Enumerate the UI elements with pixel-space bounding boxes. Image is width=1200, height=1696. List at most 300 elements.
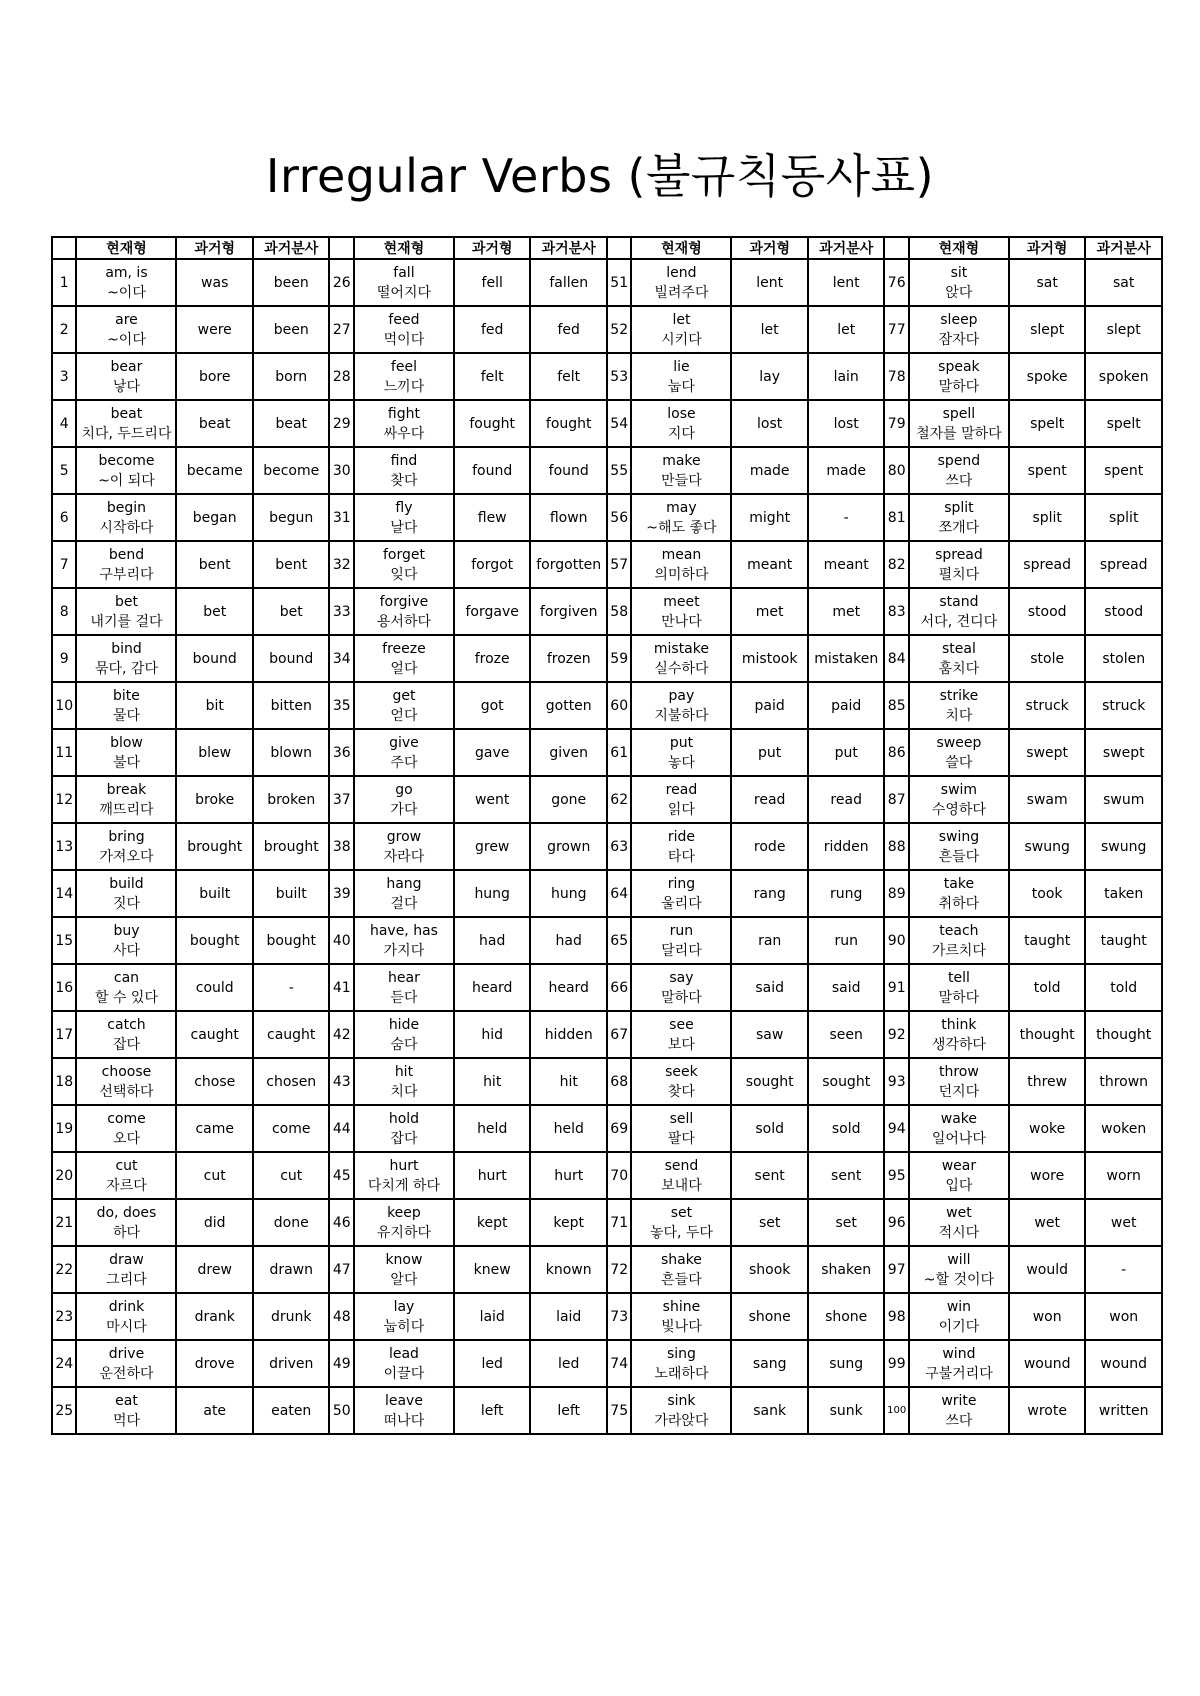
- verb-meaning: 흔들다: [938, 848, 980, 865]
- verb-number: 23: [52, 1293, 76, 1340]
- table-row: [52, 353, 1162, 400]
- verb-past-participle: -: [808, 494, 885, 541]
- verb-present-cell: [909, 1152, 1009, 1199]
- verb-present: hold: [388, 1110, 420, 1127]
- table-row: [52, 917, 1162, 964]
- verb-meaning: 팔다: [667, 1130, 695, 1147]
- verb-past: cut: [176, 1152, 253, 1199]
- verb-number: 56: [607, 494, 631, 541]
- verb-meaning: 날다: [390, 519, 418, 536]
- verb-number: 30: [329, 447, 353, 494]
- verb-past: wrote: [1009, 1387, 1086, 1434]
- verb-present-cell: [354, 259, 454, 306]
- verb-meaning: 만나다: [661, 613, 702, 630]
- verb-past: put: [731, 729, 808, 776]
- verb-meaning: 흔들다: [661, 1271, 702, 1288]
- verb-past: bore: [176, 353, 253, 400]
- verb-present-cell: [909, 823, 1009, 870]
- table-row: [52, 776, 1162, 823]
- verb-number: 74: [607, 1340, 631, 1387]
- verb-meaning: ~이 되다: [98, 472, 155, 489]
- verb-present-cell: [354, 776, 454, 823]
- verb-present: fight: [387, 405, 420, 422]
- verb-present-cell: [76, 729, 176, 776]
- table-row: [52, 823, 1162, 870]
- verb-present-cell: [631, 400, 731, 447]
- verb-meaning: ~할 것이다: [923, 1271, 995, 1288]
- verb-past: bought: [176, 917, 253, 964]
- verb-present: split: [944, 499, 974, 516]
- verb-present-cell: [909, 1058, 1009, 1105]
- verb-number: 28: [329, 353, 353, 400]
- verb-number: 16: [52, 964, 76, 1011]
- verb-present: mistake: [653, 640, 709, 657]
- verb-number: 94: [884, 1105, 908, 1152]
- verb-present-cell: [76, 1246, 176, 1293]
- verb-past: chose: [176, 1058, 253, 1105]
- verb-number: 72: [607, 1246, 631, 1293]
- verb-present-cell: [76, 1058, 176, 1105]
- verb-meaning: 울리다: [661, 895, 702, 912]
- verb-present-cell: [354, 1011, 454, 1058]
- verb-present-cell: [76, 917, 176, 964]
- verb-present: hide: [388, 1016, 420, 1033]
- verb-present: choose: [101, 1063, 152, 1080]
- verb-past: saw: [731, 1011, 808, 1058]
- verb-past-participle: bet: [253, 588, 330, 635]
- verb-past: heard: [454, 964, 531, 1011]
- verb-meaning: 지다: [667, 425, 695, 442]
- verb-present: steal: [941, 640, 976, 657]
- verb-number: 46: [329, 1199, 353, 1246]
- verb-present-cell: [631, 1058, 731, 1105]
- verb-past-participle: spent: [1085, 447, 1162, 494]
- header-past-participle: 과거분사: [253, 237, 330, 259]
- verb-present-cell: [76, 588, 176, 635]
- verb-present: lose: [667, 405, 696, 422]
- verb-present-cell: [909, 917, 1009, 964]
- verb-meaning: 이기다: [938, 1318, 980, 1335]
- verb-past-participle: set: [808, 1199, 885, 1246]
- verb-present-cell: [909, 964, 1009, 1011]
- verb-past-participle: cut: [253, 1152, 330, 1199]
- verb-past-participle: won: [1085, 1293, 1162, 1340]
- verb-past: gave: [454, 729, 531, 776]
- verb-past-participle: beat: [253, 400, 330, 447]
- verb-past: got: [454, 682, 531, 729]
- verb-meaning: 말하다: [938, 378, 980, 395]
- verb-past-participle: hung: [530, 870, 607, 917]
- verb-number: 40: [329, 917, 353, 964]
- verb-present-cell: [354, 729, 454, 776]
- verb-number: 8: [52, 588, 76, 635]
- verb-past: led: [454, 1340, 531, 1387]
- verb-number: 47: [329, 1246, 353, 1293]
- verb-past: took: [1009, 870, 1086, 917]
- verb-present: bend: [108, 546, 145, 563]
- verb-past: were: [176, 306, 253, 353]
- verb-past: set: [731, 1199, 808, 1246]
- table-row: [52, 1152, 1162, 1199]
- verb-present: pay: [668, 687, 695, 704]
- verb-meaning: 수영하다: [931, 801, 986, 818]
- verb-past-participle: spoken: [1085, 353, 1162, 400]
- verb-number: 65: [607, 917, 631, 964]
- verb-meaning: 눕히다: [383, 1318, 425, 1335]
- verb-past-participle: mistaken: [808, 635, 885, 682]
- verb-present: stand: [939, 593, 979, 610]
- header-past-participle: 과거분사: [808, 237, 885, 259]
- verb-present-cell: [354, 635, 454, 682]
- header-present: 현재형: [76, 237, 176, 259]
- verb-present: fall: [393, 264, 415, 281]
- verb-present: may: [666, 499, 697, 516]
- table-row: [52, 541, 1162, 588]
- verb-present-cell: [909, 447, 1009, 494]
- verb-present: ring: [667, 875, 696, 892]
- verb-present: shine: [662, 1298, 701, 1315]
- verb-past-participle: swum: [1085, 776, 1162, 823]
- verb-past-participle: sat: [1085, 259, 1162, 306]
- verb-meaning: 얼다: [390, 660, 418, 677]
- verb-past-participle: -: [253, 964, 330, 1011]
- verb-present-cell: [76, 635, 176, 682]
- verb-past: did: [176, 1199, 253, 1246]
- verb-past-participle: put: [808, 729, 885, 776]
- verb-past: drew: [176, 1246, 253, 1293]
- verb-past-participle: paid: [808, 682, 885, 729]
- verb-past: sang: [731, 1340, 808, 1387]
- verb-past: sought: [731, 1058, 808, 1105]
- verb-meaning: 듣다: [390, 989, 418, 1006]
- verb-present: send: [664, 1157, 699, 1174]
- verb-present-cell: [631, 447, 731, 494]
- verb-number: 78: [884, 353, 908, 400]
- verb-past: froze: [454, 635, 531, 682]
- verb-past: wound: [1009, 1340, 1086, 1387]
- verb-meaning: 시작하다: [99, 519, 154, 536]
- verb-present-cell: [909, 635, 1009, 682]
- verb-number: 1: [52, 259, 76, 306]
- verb-number: 11: [52, 729, 76, 776]
- verb-past-participle: read: [808, 776, 885, 823]
- verb-meaning: 쓰다: [945, 1412, 973, 1429]
- verb-meaning: 만들다: [661, 472, 702, 489]
- verb-past: swung: [1009, 823, 1086, 870]
- verb-present: swim: [940, 781, 978, 798]
- verb-meaning: ~이다: [107, 284, 146, 301]
- verb-present-cell: [76, 823, 176, 870]
- verb-past: sent: [731, 1152, 808, 1199]
- table-row: [52, 259, 1162, 306]
- verb-meaning: 숨다: [390, 1036, 418, 1053]
- verb-number: 42: [329, 1011, 353, 1058]
- verb-number: 19: [52, 1105, 76, 1152]
- verb-present-cell: [909, 776, 1009, 823]
- verb-past: felt: [454, 353, 531, 400]
- verb-meaning: 가라앉다: [654, 1412, 709, 1429]
- verb-present-cell: [631, 494, 731, 541]
- verb-present: sit: [950, 264, 968, 281]
- verb-past-participle: forgiven: [530, 588, 607, 635]
- verb-past-participle: sunk: [808, 1387, 885, 1434]
- verb-present: forget: [382, 546, 425, 563]
- table-row: [52, 1011, 1162, 1058]
- verb-present-cell: [631, 353, 731, 400]
- verb-present-cell: [76, 400, 176, 447]
- verb-past-participle: born: [253, 353, 330, 400]
- verb-past: might: [731, 494, 808, 541]
- verb-number: 38: [329, 823, 353, 870]
- verb-meaning: 시키다: [661, 331, 702, 348]
- verb-present: drive: [108, 1345, 145, 1362]
- verb-present-cell: [631, 635, 731, 682]
- verb-number: 75: [607, 1387, 631, 1434]
- verb-meaning: 구부리다: [99, 566, 154, 583]
- verb-past-participle: bent: [253, 541, 330, 588]
- verb-number: 89: [884, 870, 908, 917]
- verb-present: get: [392, 687, 416, 704]
- verb-present-cell: [631, 917, 731, 964]
- verb-present: drink: [108, 1298, 145, 1315]
- verb-past-participle: fallen: [530, 259, 607, 306]
- verb-present-cell: [909, 1011, 1009, 1058]
- verb-number: 95: [884, 1152, 908, 1199]
- verb-meaning: 빛나다: [661, 1318, 702, 1335]
- verb-past-participle: sought: [808, 1058, 885, 1105]
- verb-present-cell: [354, 541, 454, 588]
- verb-present: throw: [939, 1063, 979, 1080]
- table-row: [52, 1058, 1162, 1105]
- verb-present: speak: [938, 358, 980, 375]
- verb-number: 57: [607, 541, 631, 588]
- verb-meaning: 먹다: [112, 1412, 140, 1429]
- verb-past-participle: known: [530, 1246, 607, 1293]
- verb-number: 82: [884, 541, 908, 588]
- verb-number: 50: [329, 1387, 353, 1434]
- verb-meaning: 잡다: [390, 1130, 418, 1147]
- verb-past-participle: lost: [808, 400, 885, 447]
- verb-past: rang: [731, 870, 808, 917]
- verb-meaning: 의미하다: [654, 566, 709, 583]
- verb-meaning: 잠자다: [938, 331, 980, 348]
- page-title: Irregular Verbs (불규칙동사표): [265, 149, 935, 203]
- verb-meaning: 쓰다: [945, 472, 973, 489]
- verb-meaning: 찾다: [667, 1083, 695, 1100]
- verb-present: wake: [940, 1110, 978, 1127]
- header-number-blank: [329, 237, 353, 259]
- verb-present: forgive: [379, 593, 429, 610]
- verb-meaning: 얻다: [390, 707, 418, 724]
- verb-present: sing: [666, 1345, 696, 1362]
- verb-past-participle: sung: [808, 1340, 885, 1387]
- verb-meaning: 짓다: [112, 895, 140, 912]
- verb-past: wet: [1009, 1199, 1086, 1246]
- verb-past-participle: blown: [253, 729, 330, 776]
- verb-number: 84: [884, 635, 908, 682]
- verb-present: bring: [108, 828, 145, 845]
- verb-present: wear: [941, 1157, 977, 1174]
- verb-present-cell: [631, 1152, 731, 1199]
- verb-number: 61: [607, 729, 631, 776]
- verb-present-cell: [354, 1199, 454, 1246]
- header-row: [52, 237, 1162, 259]
- verb-meaning: 치다: [945, 707, 973, 724]
- verb-past-participle: frozen: [530, 635, 607, 682]
- verb-meaning: 적시다: [938, 1224, 980, 1241]
- verb-present-cell: [354, 494, 454, 541]
- verb-past-participle: chosen: [253, 1058, 330, 1105]
- verb-meaning: 보내다: [661, 1177, 702, 1194]
- verb-meaning: 보다: [667, 1036, 695, 1053]
- verb-number: 64: [607, 870, 631, 917]
- verb-meaning: 생각하다: [931, 1036, 986, 1053]
- verb-number: 22: [52, 1246, 76, 1293]
- verb-number: 97: [884, 1246, 908, 1293]
- verb-past: shone: [731, 1293, 808, 1340]
- verb-number: 49: [329, 1340, 353, 1387]
- verb-meaning: 알다: [390, 1271, 418, 1288]
- verb-past-participle: run: [808, 917, 885, 964]
- verb-present: sell: [669, 1110, 694, 1127]
- verb-present: seek: [665, 1063, 698, 1080]
- verb-meaning: 던지다: [938, 1083, 980, 1100]
- verb-number: 73: [607, 1293, 631, 1340]
- verb-number: 9: [52, 635, 76, 682]
- verb-past: won: [1009, 1293, 1086, 1340]
- verb-present-cell: [76, 494, 176, 541]
- verb-past: told: [1009, 964, 1086, 1011]
- verb-past-participle: ridden: [808, 823, 885, 870]
- verb-past-participle: lent: [808, 259, 885, 306]
- verb-past: ran: [731, 917, 808, 964]
- verb-past-participle: been: [253, 306, 330, 353]
- table-row: [52, 306, 1162, 353]
- verb-number: 15: [52, 917, 76, 964]
- verb-present-cell: [909, 1246, 1009, 1293]
- verb-present: tell: [947, 969, 970, 986]
- verb-past: said: [731, 964, 808, 1011]
- verb-past: bet: [176, 588, 253, 635]
- verb-past-participle: eaten: [253, 1387, 330, 1434]
- verb-present: feel: [390, 358, 417, 375]
- verb-past: spent: [1009, 447, 1086, 494]
- verb-present-cell: [631, 870, 731, 917]
- verb-present-cell: [76, 541, 176, 588]
- verb-present: let: [672, 311, 691, 328]
- verb-past-participle: thrown: [1085, 1058, 1162, 1105]
- verb-meaning: 펼치다: [938, 566, 980, 583]
- verb-meaning: 낳다: [112, 378, 140, 395]
- verb-meaning: 치다: [390, 1083, 418, 1100]
- verb-present: shake: [660, 1251, 702, 1268]
- verb-present-cell: [76, 1199, 176, 1246]
- verb-present-cell: [631, 1011, 731, 1058]
- verb-number: 83: [884, 588, 908, 635]
- verb-meaning: 일어나다: [931, 1130, 986, 1147]
- verb-past: flew: [454, 494, 531, 541]
- verb-number: 58: [607, 588, 631, 635]
- table-row: [52, 1293, 1162, 1340]
- verb-past: knew: [454, 1246, 531, 1293]
- verb-number: 41: [329, 964, 353, 1011]
- table-row: [52, 400, 1162, 447]
- verb-present-cell: [631, 682, 731, 729]
- verb-past: laid: [454, 1293, 531, 1340]
- verb-meaning: 할 수 있다: [94, 989, 158, 1006]
- verb-past: lay: [731, 353, 808, 400]
- verb-meaning: 내기를 걸다: [90, 613, 163, 630]
- verb-past-participle: kept: [530, 1199, 607, 1246]
- verb-past-participle: driven: [253, 1340, 330, 1387]
- verb-number: 80: [884, 447, 908, 494]
- verb-past: broke: [176, 776, 253, 823]
- verb-present: sweep: [936, 734, 982, 751]
- verb-past-participle: wet: [1085, 1199, 1162, 1246]
- header-number-blank: [52, 237, 76, 259]
- verb-past-participle: drunk: [253, 1293, 330, 1340]
- verb-number: 34: [329, 635, 353, 682]
- verb-past-participle: led: [530, 1340, 607, 1387]
- verb-present: buy: [113, 922, 140, 939]
- verb-meaning: 가르치다: [931, 942, 986, 959]
- verb-number: 76: [884, 259, 908, 306]
- verb-past-participle: bought: [253, 917, 330, 964]
- verb-past-participle: wound: [1085, 1340, 1162, 1387]
- verb-past: stood: [1009, 588, 1086, 635]
- verb-number: 66: [607, 964, 631, 1011]
- verb-present-cell: [76, 964, 176, 1011]
- verb-number: 21: [52, 1199, 76, 1246]
- verb-past: blew: [176, 729, 253, 776]
- verb-meaning: 가다: [390, 801, 418, 818]
- verb-present: make: [662, 452, 701, 469]
- verb-present-cell: [354, 1246, 454, 1293]
- verb-past: beat: [176, 400, 253, 447]
- verb-number: 100: [884, 1387, 908, 1434]
- verb-past: spread: [1009, 541, 1086, 588]
- verb-meaning: 말하다: [938, 989, 980, 1006]
- verb-past-participle: built: [253, 870, 330, 917]
- verb-past: built: [176, 870, 253, 917]
- verb-meaning: 주다: [390, 754, 418, 771]
- verb-meaning: 먹이다: [383, 331, 425, 348]
- verb-table-body: [52, 259, 1162, 1434]
- verb-present-cell: [909, 494, 1009, 541]
- verb-present: have, has: [369, 922, 438, 939]
- verb-past-participle: found: [530, 447, 607, 494]
- verb-number: 32: [329, 541, 353, 588]
- verb-number: 68: [607, 1058, 631, 1105]
- verb-past: slept: [1009, 306, 1086, 353]
- verb-past: forgot: [454, 541, 531, 588]
- verb-present-cell: [354, 682, 454, 729]
- verb-present: set: [670, 1204, 693, 1221]
- verb-meaning: 불다: [112, 754, 140, 771]
- verb-present-cell: [631, 1199, 731, 1246]
- verb-present-cell: [631, 964, 731, 1011]
- verb-number: 18: [52, 1058, 76, 1105]
- verb-number: 3: [52, 353, 76, 400]
- verb-past: went: [454, 776, 531, 823]
- verb-present-cell: [76, 353, 176, 400]
- table-row: [52, 1105, 1162, 1152]
- verb-past-participle: shaken: [808, 1246, 885, 1293]
- verb-meaning: 떨어지다: [376, 284, 431, 301]
- verb-number: 53: [607, 353, 631, 400]
- verb-present: cut: [115, 1157, 138, 1174]
- verb-number: 70: [607, 1152, 631, 1199]
